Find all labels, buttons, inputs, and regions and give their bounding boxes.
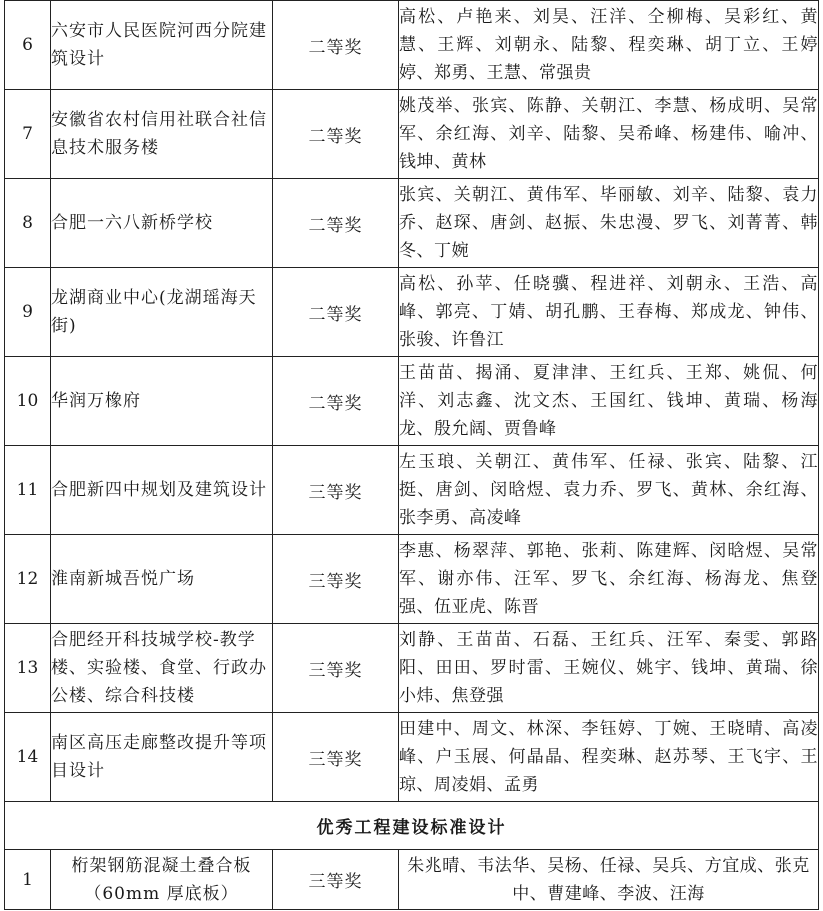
award-level: 二等奖 <box>273 90 399 179</box>
project-name: 合肥经开科技城学校-教学楼、实验楼、食堂、行政办公楼、综合科技楼 <box>51 624 273 713</box>
awards-table <box>4 0 819 910</box>
member-list: 姚茂举、张宾、陈静、关朝江、李慧、杨成明、吴常军、余红海、刘辛、陆黎、吴希峰、杨建伟、喻冲、钱坤、黄林 <box>399 90 819 179</box>
member-list: 王苗苗、揭涌、夏津津、王红兵、王郑、姚侃、何洋、刘志鑫、沈文杰、王国红、钱坤、黄瑞、杨海龙、殷允阔、贾鲁峰 <box>399 357 819 446</box>
table-row <box>5 1 819 90</box>
row-number: 14 <box>5 713 51 802</box>
award-level: 二等奖 <box>273 1 399 90</box>
project-name: 合肥新四中规划及建筑设计 <box>51 446 273 535</box>
table-row <box>5 713 819 802</box>
row-number: 12 <box>5 535 51 624</box>
table-row <box>5 850 819 910</box>
award-level: 二等奖 <box>273 357 399 446</box>
member-list: 朱兆晴、韦法华、吴杨、任禄、吴兵、方宜成、张克中、曹建峰、李波、汪海 <box>399 850 819 910</box>
table-row <box>5 90 819 179</box>
table-row <box>5 535 819 624</box>
table-row <box>5 357 819 446</box>
row-number: 11 <box>5 446 51 535</box>
award-level: 三等奖 <box>273 850 399 910</box>
project-name: 华润万橡府 <box>51 357 273 446</box>
project-name: 淮南新城吾悦广场 <box>51 535 273 624</box>
row-number: 1 <box>5 850 51 910</box>
row-number: 10 <box>5 357 51 446</box>
award-level: 三等奖 <box>273 713 399 802</box>
section-title: 优秀工程建设标准设计 <box>5 802 819 850</box>
table-row <box>5 268 819 357</box>
member-list: 田建中、周文、林深、李钰婷、丁婉、王晓晴、高凌峰、户玉展、何晶晶、程奕琳、赵苏琴、王飞宇、王琼、周凌娟、孟勇 <box>399 713 819 802</box>
table-row <box>5 446 819 535</box>
award-level: 三等奖 <box>273 624 399 713</box>
award-level: 二等奖 <box>273 268 399 357</box>
award-level: 三等奖 <box>273 535 399 624</box>
project-name: 桁架钢筋混凝土叠合板（60mm 厚底板） <box>51 850 273 910</box>
member-list: 左玉琅、关朝江、黄伟军、任禄、张宾、陆黎、江挺、唐剑、闵晗煜、袁力乔、罗飞、黄林、余红海、张李勇、高凌峰 <box>399 446 819 535</box>
project-name: 龙湖商业中心(龙湖瑶海天街) <box>51 268 273 357</box>
project-name: 安徽省农村信用社联合社信息技术服务楼 <box>51 90 273 179</box>
member-list: 高松、卢艳来、刘昊、汪洋、仝柳梅、吴彩红、黄慧、王辉、刘朝永、陆黎、程奕琳、胡丁立、王婷婷、郑勇、王慧、常强贵 <box>399 1 819 90</box>
row-number: 7 <box>5 90 51 179</box>
award-level: 二等奖 <box>273 179 399 268</box>
project-name: 南区高压走廊整改提升等项目设计 <box>51 713 273 802</box>
row-number: 9 <box>5 268 51 357</box>
project-name: 合肥一六八新桥学校 <box>51 179 273 268</box>
section-header-row <box>5 802 819 850</box>
project-name: 六安市人民医院河西分院建筑设计 <box>51 1 273 90</box>
table-row <box>5 179 819 268</box>
row-number: 8 <box>5 179 51 268</box>
table-row <box>5 624 819 713</box>
row-number: 6 <box>5 1 51 90</box>
member-list: 李惠、杨翠萍、郭艳、张莉、陈建辉、闵晗煜、吴常军、谢亦伟、汪军、罗飞、余红海、杨海龙、焦登强、伍亚虎、陈晋 <box>399 535 819 624</box>
row-number: 13 <box>5 624 51 713</box>
award-level: 三等奖 <box>273 446 399 535</box>
member-list: 刘静、王苗苗、石磊、王红兵、汪军、秦雯、郭路阳、田田、罗时雷、王婉仪、姚宇、钱坤、黄瑞、徐小炜、焦登强 <box>399 624 819 713</box>
member-list: 张宾、关朝江、黄伟军、毕丽敏、刘辛、陆黎、袁力乔、赵琛、唐剑、赵振、朱忠漫、罗飞、刘菁菁、韩冬、丁婉 <box>399 179 819 268</box>
member-list: 高松、孙苹、任晓骥、程进祥、刘朝永、王浩、高峰、郭亮、丁婧、胡孔鹏、王春梅、郑成龙、钟伟、张骏、许鲁江 <box>399 268 819 357</box>
